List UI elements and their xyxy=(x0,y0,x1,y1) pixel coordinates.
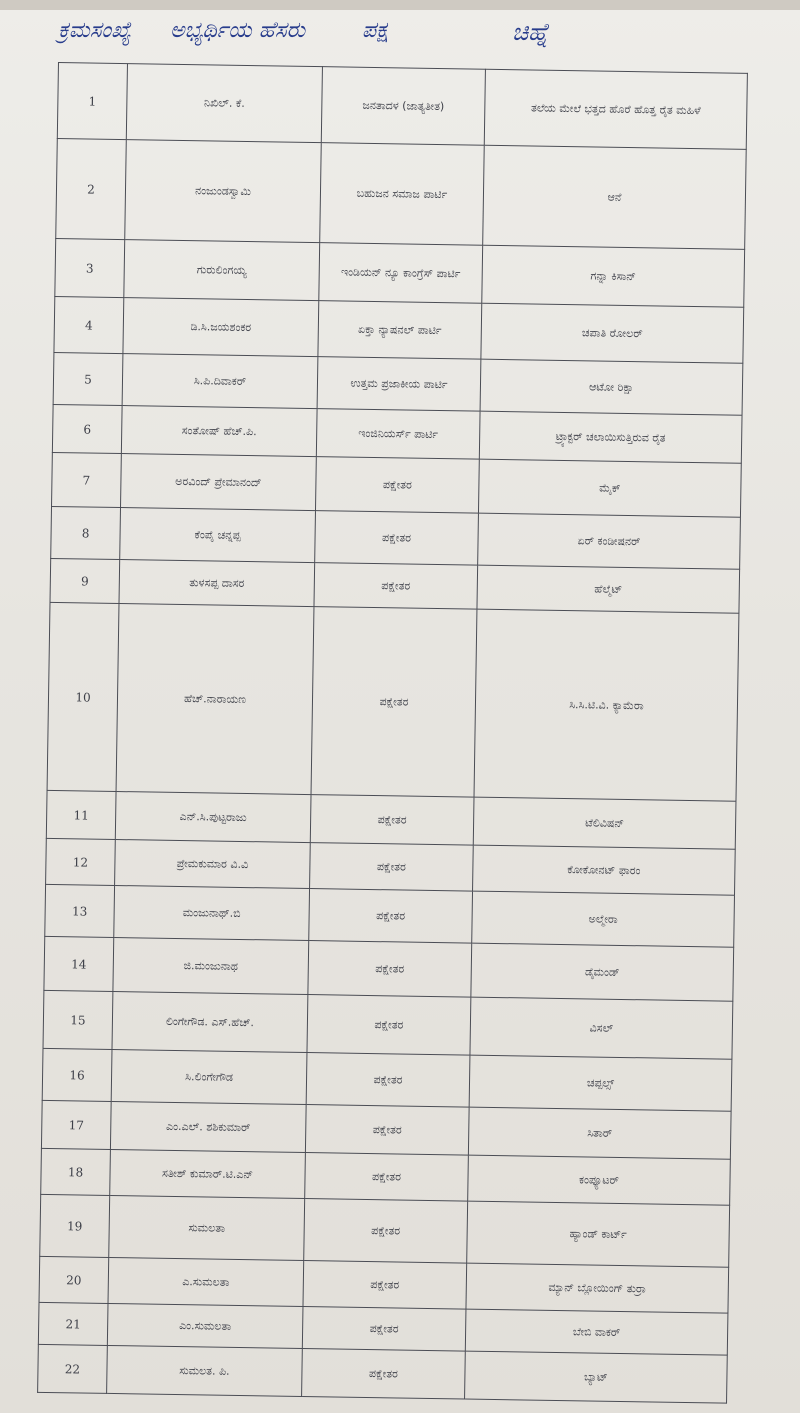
symbol-cell: ಬೇಬಿ ವಾಕರ್ xyxy=(465,1309,728,1355)
symbol-cell: ಹ್ಯಾಂಡ್ ಕಾರ್ಟ್ xyxy=(467,1201,730,1267)
candidate-name-cell: ಸುಮಲತಾ xyxy=(109,1195,305,1260)
serial-cell: 15 xyxy=(43,990,113,1049)
candidate-name-cell: ಡಿ.ಸಿ.ಜಯಶಂಕರ xyxy=(123,298,319,357)
serial-cell: 3 xyxy=(55,238,125,297)
party-cell: ಬಹುಜನ ಸಮಾಜ ಪಾರ್ಟಿ xyxy=(320,143,485,246)
serial-cell: 2 xyxy=(56,138,127,239)
serial-cell: 9 xyxy=(50,558,120,603)
serial-cell: 8 xyxy=(51,506,121,559)
party-cell: ಪಕ್ಷೇತರ xyxy=(315,511,479,566)
candidate-name-cell: ಮಂಜುನಾಥ್.ಬಿ xyxy=(114,885,310,940)
serial-cell: 16 xyxy=(42,1048,112,1101)
party-cell: ಪಕ್ಷೇತರ xyxy=(302,1348,466,1399)
candidate-name-cell: ಸತೀಶ್ ಕುಮಾರ್.ಟಿ.ಎನ್ xyxy=(110,1149,306,1198)
symbol-cell: ಸಿ.ಸಿ.ಟಿ.ವಿ. ಕ್ಯಾಮೆರಾ xyxy=(474,609,739,801)
symbol-cell: ಗನ್ನಾ ಕಿಸಾನ್ xyxy=(482,245,745,307)
table-row xyxy=(57,63,747,150)
candidate-name-cell: ಪ್ರೇಮಕುಮಾರ ವಿ.ವಿ xyxy=(115,839,311,888)
party-cell: ಪಕ್ಷೇತರ xyxy=(310,795,474,846)
serial-cell: 5 xyxy=(53,352,123,405)
candidate-list-table-wrapper xyxy=(37,62,748,1393)
symbol-cell: ತಲೆಯ ಮೇಲೆ ಭತ್ತದ ಹೊರೆ ಹೊತ್ತ ರೈತ ಮಹಿಳೆ xyxy=(484,69,747,149)
table-row xyxy=(47,602,739,801)
symbol-cell: ಮೈಕ್ xyxy=(478,459,741,517)
serial-cell: 11 xyxy=(46,790,116,839)
symbol-cell: ಚಪ್ಪಲ್ಸ್ xyxy=(469,1055,732,1111)
candidate-name-cell: ಸಿ.ಪಿ.ದಿವಾಕರ್ xyxy=(122,354,318,409)
table-row xyxy=(55,238,745,307)
symbol-cell: ಆನೆ xyxy=(483,145,747,249)
symbol-cell: ಟ್ರ್ಯಾಕ್ಟರ್ ಚಲಾಯಿಸುತ್ತಿರುವ ರೈತ xyxy=(479,411,742,463)
candidate-name-cell: ಸಿ.ಲಿಂಗೇಗೌಡ xyxy=(111,1049,307,1104)
serial-cell: 19 xyxy=(40,1194,110,1257)
party-cell: ಇಂಜಿನಿಯರ್ಸ್ ಪಾರ್ಟಿ xyxy=(316,409,480,460)
serial-cell: 6 xyxy=(52,404,122,453)
symbol-cell: ಹೆಲ್ಮೆಟ್ xyxy=(477,565,740,613)
candidate-name-cell: ಜಿ.ಮಂಜುನಾಥ xyxy=(113,937,309,994)
party-cell: ಏಕ್ತಾ ನ್ಯಾಷನಲ್ ಪಾರ್ಟಿ xyxy=(318,301,482,360)
symbol-cell: ಏರ್ ಕಂಡೀಷನರ್ xyxy=(478,513,741,569)
symbol-cell: ಕಂಪ್ಯೂಟರ್ xyxy=(468,1155,731,1205)
candidate-name-cell: ತುಳಸಪ್ಪ ದಾಸರ xyxy=(119,560,315,607)
candidate-name-cell: ಎಂ.ಸುಮಲತಾ xyxy=(107,1303,303,1348)
party-cell: ಪಕ್ಷೇತರ xyxy=(305,1105,469,1156)
candidate-table xyxy=(37,62,748,1404)
table-row xyxy=(56,138,746,249)
heading-candidate: ಅಭ್ಯರ್ಥಿಯ ಹೆಸರು xyxy=(170,18,306,43)
serial-cell: 1 xyxy=(57,63,127,140)
serial-cell: 21 xyxy=(38,1302,108,1345)
handwritten-headings xyxy=(0,18,800,68)
candidate-name-cell: ಹೆಚ್.ನಾರಾಯಣ xyxy=(116,604,314,795)
party-cell: ಪಕ್ಷೇತರ xyxy=(310,843,474,892)
party-cell: ಉತ್ತಮ ಪ್ರಜಾಕೀಯ ಪಾರ್ಟಿ xyxy=(317,357,481,412)
candidate-name-cell: ಎ.ಸುಮಲತಾ xyxy=(108,1257,304,1306)
symbol-cell: ಸಿತಾರ್ xyxy=(468,1107,731,1159)
table-row xyxy=(38,1344,728,1403)
symbol-cell: ಟೆಲಿವಿಷನ್ xyxy=(473,797,736,849)
party-cell: ಇಂಡಿಯನ್ ನ್ಯೂ ಕಾಂಗ್ರೆಸ್ ಪಾರ್ಟಿ xyxy=(319,243,483,304)
party-cell: ಪಕ್ಷೇತರ xyxy=(311,607,477,798)
serial-cell: 4 xyxy=(54,296,124,353)
candidate-name-cell: ಎನ್.ಸಿ.ಪುಟ್ಟರಾಜು xyxy=(115,792,311,843)
party-cell: ಪಕ್ಷೇತರ xyxy=(307,995,471,1056)
candidate-name-cell: ಕೆಂಪೈ ಚನ್ನಪ್ಪ xyxy=(120,508,316,563)
symbol-cell: ಅಲ್ಮೇರಾ xyxy=(472,891,735,947)
table-row xyxy=(40,1194,730,1267)
candidate-name-cell: ನಂಜುಂಡಸ್ವಾಮಿ xyxy=(125,140,322,243)
serial-cell: 14 xyxy=(44,936,114,991)
party-cell: ಪಕ್ಷೇತರ xyxy=(309,889,473,944)
party-cell: ಪಕ್ಷೇತರ xyxy=(314,563,478,610)
serial-cell: 18 xyxy=(41,1148,111,1195)
candidate-name-cell: ಲಿಂಗೇಗೌಡ. ಎಸ್.ಹೆಚ್. xyxy=(112,991,308,1052)
candidate-name-cell: ಎಂ.ಎಲ್. ಶಶಿಕುಮಾರ್ xyxy=(110,1101,306,1152)
symbol-cell: ಡೈಮಂಡ್ xyxy=(471,943,734,1001)
symbol-cell: ಚಪಾತಿ ರೋಲರ್ xyxy=(481,303,744,363)
party-cell: ಪಕ್ಷೇತರ xyxy=(304,1199,468,1264)
serial-cell: 17 xyxy=(41,1100,111,1149)
candidate-table-body xyxy=(38,63,748,1404)
serial-cell: 22 xyxy=(38,1344,108,1393)
party-cell: ಪಕ್ಷೇತರ xyxy=(302,1307,466,1352)
party-cell: ಪಕ್ಷೇತರ xyxy=(305,1153,469,1202)
party-cell: ಜನತಾದಳ (ಜಾತ್ಯತೀತ) xyxy=(321,67,485,146)
table-row xyxy=(43,990,733,1059)
candidate-name-cell: ಸುಮಲತ. ಪಿ. xyxy=(107,1345,303,1396)
candidate-name-cell: ಗುರುಲಿಂಗಯ್ಯ xyxy=(124,240,320,301)
symbol-cell: ಬ್ಯಾಟ್ xyxy=(465,1351,728,1403)
party-cell: ಪಕ್ಷೇತರ xyxy=(315,457,479,514)
candidate-name-cell: ಸಂತೋಷ್ ಹೆಚ್.ಪಿ. xyxy=(121,406,317,457)
party-cell: ಪಕ್ಷೇತರ xyxy=(308,941,472,998)
symbol-cell: ಕೋಕೋನಟ್ ಫಾರಂ xyxy=(473,845,736,895)
heading-serial: ಕ್ರಮಸಂಖ್ಯೆ xyxy=(58,18,132,43)
top-edge xyxy=(0,0,800,10)
serial-cell: 13 xyxy=(45,884,115,937)
party-cell: ಪಕ್ಷೇತರ xyxy=(303,1261,467,1310)
serial-cell: 20 xyxy=(39,1256,109,1303)
symbol-cell: ವಿಸಲ್ xyxy=(470,997,733,1059)
candidate-name-cell: ನಿಖಿಲ್. ಕೆ. xyxy=(126,64,322,143)
serial-cell: 7 xyxy=(52,452,122,507)
symbol-cell: ಆಟೋ ರಿಕ್ಷಾ xyxy=(480,359,743,415)
party-cell: ಪಕ್ಷೇತರ xyxy=(306,1053,470,1108)
heading-symbol: ಚಿಹ್ನೆ xyxy=(512,18,549,46)
symbol-cell: ಮ್ಯಾನ್ ಬ್ಲೋಯಿಂಗ್ ತುರ್ರಾ xyxy=(466,1263,729,1313)
serial-cell: 12 xyxy=(46,838,116,885)
candidate-name-cell: ಅರವಿಂದ್ ಪ್ರೇಮಾನಂದ್ xyxy=(121,454,317,511)
serial-cell: 10 xyxy=(47,602,119,791)
heading-party: ಪಕ್ಷ xyxy=(362,18,389,43)
